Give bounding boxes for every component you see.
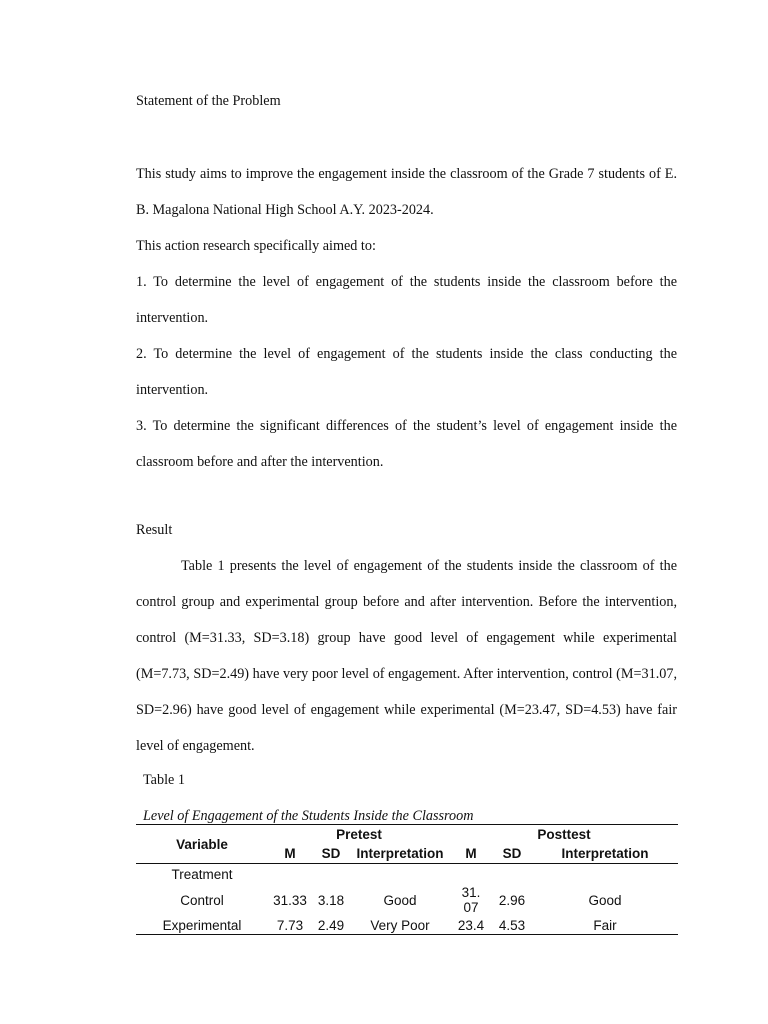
post-m-cell: 23.4 [457,917,485,933]
table-row [136,864,678,885]
post-m-header: M [450,844,492,864]
pre-m-cell: 7.73 [276,917,304,933]
row-name: Experimental [162,917,242,933]
post-interp-header: Interpretation [532,844,678,864]
problem-intro: This study aims to improve the engagement inside the classroom of the Grade 7 students of E. B. Magalona National High School A.Y. 2023-2024. [136,166,677,218]
result-section [136,548,677,764]
post-interp-cell: Fair [593,917,617,933]
pre-m-header: M [268,844,312,864]
post-sd-cell: 2.96 [498,892,526,908]
engagement-table [136,824,678,935]
table-group-header-row [136,825,678,845]
table-row [136,884,678,916]
problem-heading: Statement of the Problem [136,93,281,109]
posttest-header: Posttest [537,827,591,842]
pre-interp-cell: Good [383,892,417,908]
section-label: Treatment [171,866,233,882]
row-name: Control [180,892,224,908]
pre-interp-cell: Very Poor [370,917,430,933]
objective-2: 2. To determine the level of engagement of the students inside the class conducting the intervention. [136,346,677,398]
post-m-cell: 31.07 [461,885,481,915]
pre-sd-cell: 3.18 [317,892,345,908]
pre-sd-cell: 2.49 [317,917,345,933]
pre-interp-header: Interpretation [350,844,450,864]
post-interp-cell: Good [588,892,622,908]
post-sd-cell: 4.53 [498,917,526,933]
objective-1: 1. To determine the level of engagement of the students inside the classroom before the intervention. [136,274,677,326]
table-label: Table 1 [143,772,185,788]
post-sd-header: SD [492,844,532,864]
pretest-header: Pretest [336,827,382,842]
problem-lead: This action research specifically aimed to: [136,238,376,254]
variable-header: Variable [136,825,268,864]
result-heading: Result [136,522,173,538]
result-paragraph: Table 1 presents the level of engagement of the students inside the classroom of the control group and experimental group before and after intervention. Before the intervention, control (M=31.33, SD=3.18) group have good level of engagement while experimental (M=7.73, SD=2.49) have very poor level of engagement. After intervention, control (M=31.07, SD=2.96) have good level of engagement while experimental (M=23.47, SD=4.53) have fair level of engagement. [136,558,677,754]
table-caption: Level of Engagement of the Students Inside the Classroom [143,808,474,824]
pre-m-cell: 31.33 [273,892,307,908]
table-row [136,916,678,935]
pre-sd-header: SD [312,844,350,864]
objective-3: 3. To determine the significant differences of the student’s level of engagement inside the classroom before and after the intervention. [136,418,677,470]
problem-section [136,156,677,480]
